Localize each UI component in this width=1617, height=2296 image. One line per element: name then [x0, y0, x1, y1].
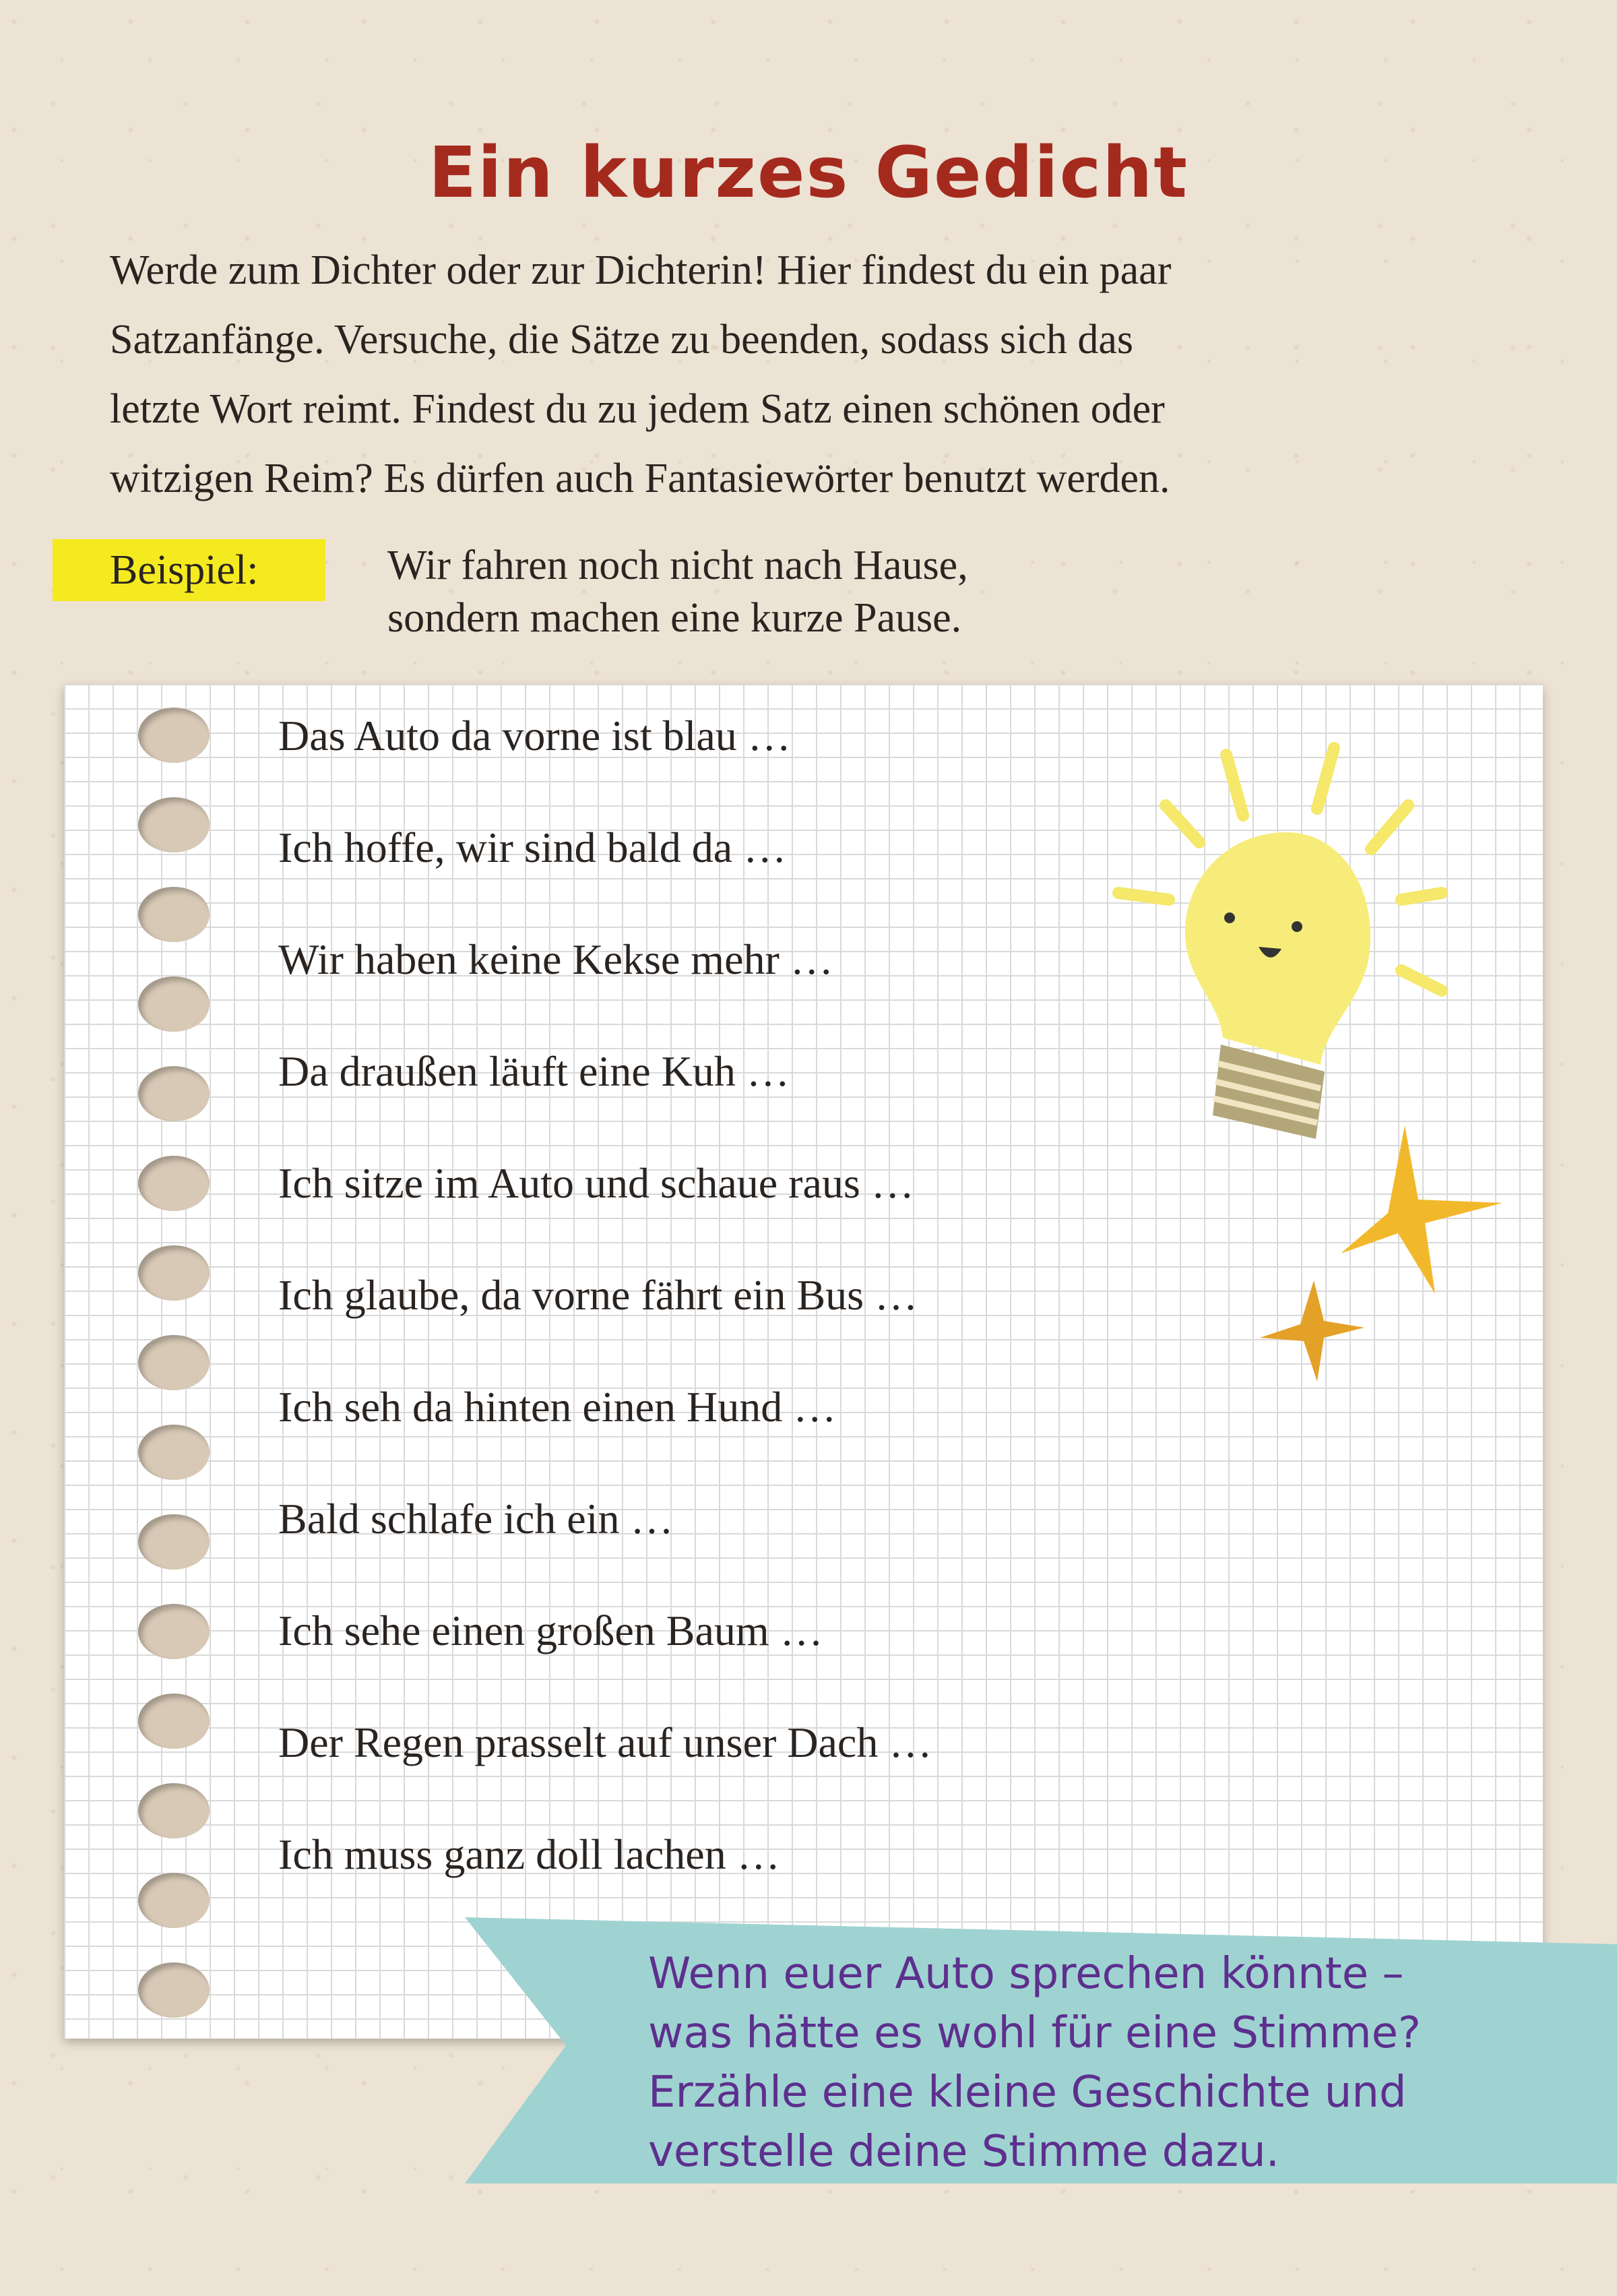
prompt-line: Der Regen prasselt auf unser Dach …: [278, 1718, 932, 1766]
banner-line: Erzähle eine kleine Geschichte und: [648, 2068, 1407, 2117]
binder-hole: [138, 1245, 210, 1301]
intro-line: Werde zum Dichter oder zur Dichterin! Hier findest du ein paar: [110, 247, 1172, 293]
binder-hole: [138, 976, 210, 1032]
banner-text: [648, 1944, 1591, 2181]
prompt-line: Ich sitze im Auto und schaue raus …: [278, 1159, 914, 1207]
prompt-line: Das Auto da vorne ist blau …: [278, 712, 791, 759]
binder-hole: [138, 1873, 210, 1928]
banner-line: verstelle deine Stimme dazu.: [648, 2127, 1279, 2177]
binder-hole: [138, 1783, 210, 1838]
prompt-line: Wir haben keine Kekse mehr …: [278, 935, 833, 983]
binder-hole: [138, 1335, 210, 1390]
example-line: sondern machen eine kurze Pause.: [387, 595, 962, 641]
binder-hole: [138, 1604, 210, 1659]
prompt-line: Ich hoffe, wir sind bald da …: [278, 824, 787, 871]
star-icon: [1246, 1125, 1516, 1395]
intro-line: letzte Wort reimt. Findest du zu jedem Satz einen schönen oder: [110, 386, 1165, 432]
binder-hole: [138, 1694, 210, 1749]
example-text: [387, 539, 968, 644]
binder-hole: [138, 1156, 210, 1211]
page-title: Ein kurzes Gedicht: [429, 131, 1188, 214]
binder-hole: [138, 797, 210, 852]
example-label: Beispiel:: [53, 539, 325, 601]
prompt-line: Ich seh da hinten einen Hund …: [278, 1383, 837, 1431]
banner-line: Wenn euer Auto sprechen könnte –: [648, 1949, 1404, 1999]
prompt-line: Ich muss ganz doll lachen …: [278, 1830, 780, 1878]
banner-line: was hätte es wohl für eine Stimme?: [648, 2008, 1421, 2058]
prompt-line: Da draußen läuft eine Kuh …: [278, 1047, 790, 1095]
binder-hole: [138, 708, 210, 763]
example-line: Wir fahren noch nicht nach Hause,: [387, 542, 968, 588]
intro-line: witzigen Reim? Es dürfen auch Fantasiewörter benutzt werden.: [110, 456, 1170, 501]
binder-hole: [138, 1425, 210, 1480]
prompt-line: Ich sehe einen großen Baum …: [278, 1607, 823, 1654]
prompt-line: Ich glaube, da vorne fährt ein Bus …: [278, 1271, 918, 1319]
intro-line: Satzanfänge. Versuche, die Sätze zu beenden, sodass sich das: [110, 317, 1134, 363]
lightbulb-icon: [1105, 741, 1482, 1146]
binder-hole: [138, 1066, 210, 1121]
prompt-line: Bald schlafe ich ein …: [278, 1495, 674, 1543]
binder-hole: [138, 1514, 210, 1570]
binder-hole: [138, 1962, 210, 2018]
intro-text: [110, 236, 1525, 514]
binder-hole: [138, 887, 210, 942]
